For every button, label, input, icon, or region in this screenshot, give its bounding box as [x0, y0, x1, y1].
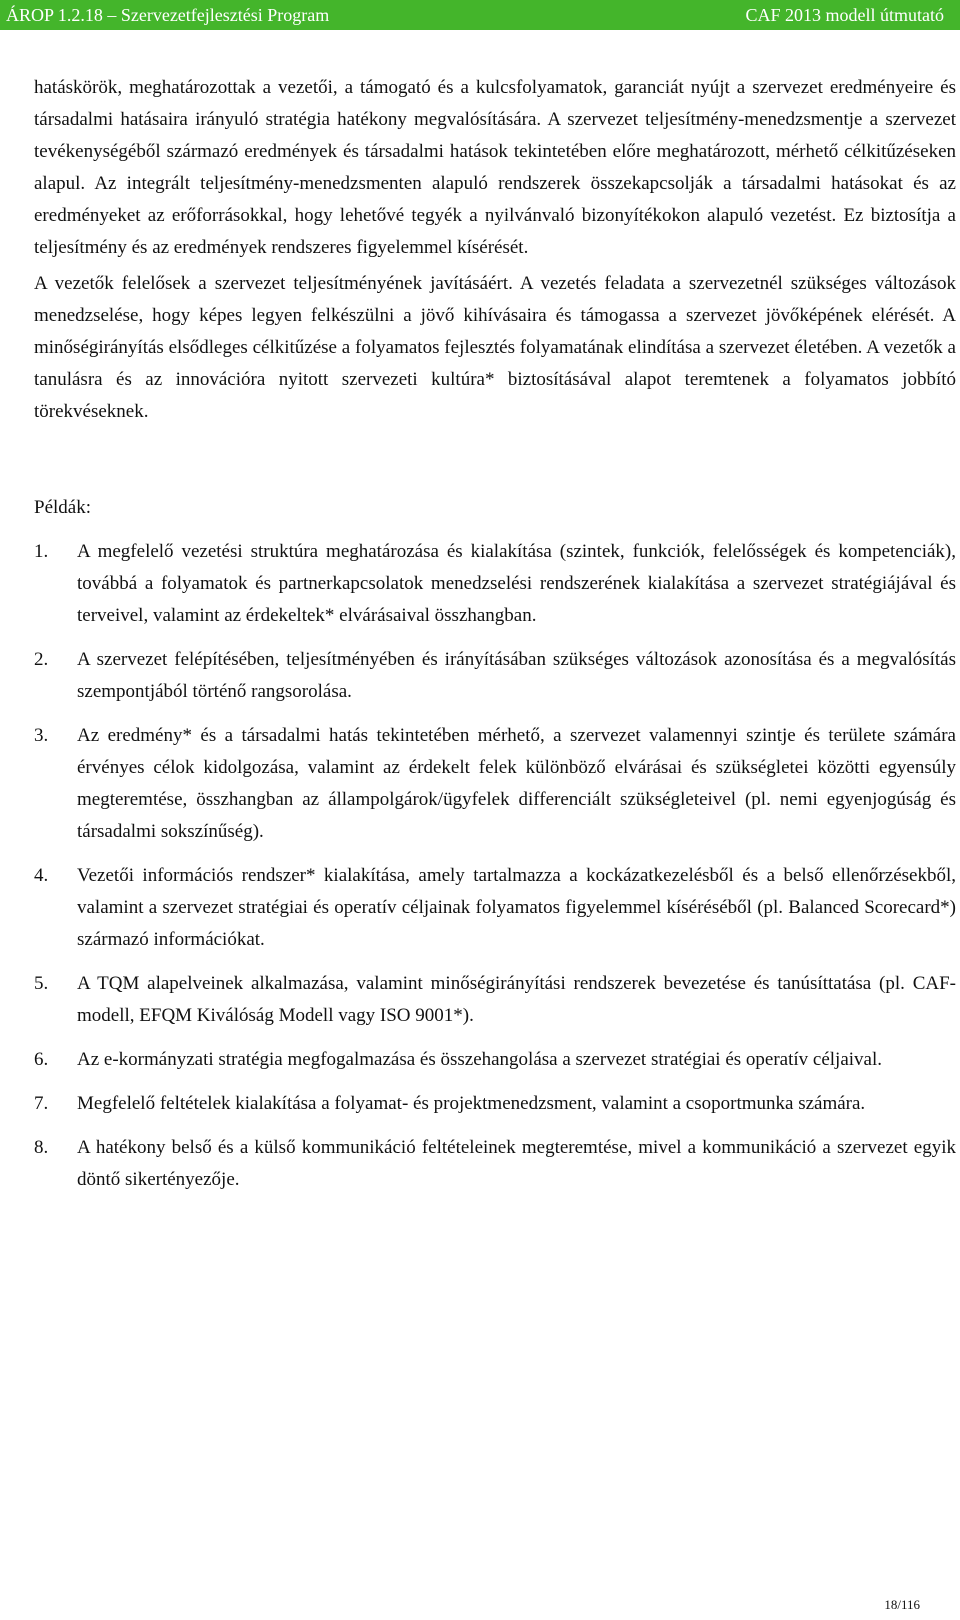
list-item: [34, 860, 956, 956]
list-item-number: 3.: [34, 725, 49, 746]
list-item-number: 4.: [34, 865, 49, 886]
list-item-text: A megfelelő vezetési struktúra meghatározása és kialakítása (szintek, funkciók, felelősségek és kompetenciák), továbbá a folyamatok és partnerkapcsolatok menedzselési rendszerének kialakítása a szervezet stratégiájával és terveivel, valamint az érdekeltek* elvárásaival összhangban.: [77, 541, 956, 626]
list-item-text: Az e-kormányzati stratégia megfogalmazása és összehangolása a szervezet stratégiai és operatív céljaival.: [77, 1049, 883, 1070]
list-item-text: A hatékony belső és a külső kommunikáció feltételeinek megteremtése, mivel a kommunikáció a szervezet egyik döntő sikertényezője.: [77, 1137, 956, 1190]
list-item-number: 8.: [34, 1137, 49, 1158]
list-item-number: 7.: [34, 1093, 49, 1114]
page-number: 18/116: [884, 1597, 920, 1612]
list-item-number: 5.: [34, 973, 49, 994]
list-item-text: Megfelelő feltételek kialakítása a folyamat- és projektmenedzsment, valamint a csoportmunka számára.: [77, 1093, 866, 1114]
list-item-text: Az eredmény* és a társadalmi hatás tekintetében mérhető, a szervezet valamennyi szintje és területe számára érvényes célok kidolgozása, valamint az érdekelt felek különböző elvárásai és szükségletei közötti egyensúly megteremtése, összhangban az állampolgárok/ügyfelek differenciált szükségleteivel (pl. nemi egyenjogúság és társadalmi sokszínűség).: [77, 725, 956, 842]
list-item-number: 6.: [34, 1049, 49, 1070]
header-document-title: CAF 2013 modell útmutató: [745, 5, 944, 25]
list-item: [34, 536, 956, 632]
list-item: [34, 1088, 956, 1120]
list-item: [34, 968, 956, 1032]
page-header: [0, 0, 960, 30]
list-item: [34, 1132, 956, 1196]
list-item: [34, 720, 956, 848]
examples-heading: Példák:: [34, 497, 91, 518]
paragraph-performance-management: hatáskörök, meghatározottak a vezetői, a támogató és a kulcsfolyamatok, garanciát nyújt a szervezet eredményeire és társadalmi hatásaira irányuló stratégia hatékony megvalósítására. A szervezet teljesítmény-menedzsmentje a szervezet tevékenységéből származó eredmények és társadalmi hatások tekintetében előre meghatározott, mérhető célkitűzéseken alapul. Az integrált teljesítmény-menedzsmenten alapuló rendszerek összekapcsolják a társadalmi hatásokat és az eredményeket az erőforrásokkal, hogy lehetővé tegyék a nyilvánvaló bizonyítékokon alapuló vezetést. Ez biztosítja a teljesítmény és az eredmények rendszeres figyelemmel kísérését.: [34, 77, 956, 258]
list-item-text: A szervezet felépítésében, teljesítményében és irányításában szükséges változások azonosítása és a megvalósítás szempontjából történő rangsorolása.: [77, 649, 956, 702]
list-item-text: A TQM alapelveinek alkalmazása, valamint minőségirányítási rendszerek bevezetése és tanúsíttatása (pl. CAF-modell, EFQM Kiválóság Modell vagy ISO 9001*).: [77, 973, 956, 1026]
list-item-text: Vezetői információs rendszer* kialakítása, amely tartalmazza a kockázatkezelésből és a belső ellenőrzésekből, valamint a szervezet stratégiai és operatív céljainak folyamatos figyelemmel kíséréséből (pl. Balanced Scorecard*) származó információkat.: [77, 865, 956, 950]
document-body: [34, 72, 956, 1208]
list-item: [34, 1044, 956, 1076]
paragraph-leaders-responsibility: A vezetők felelősek a szervezet teljesítményének javításáért. A vezetés feladata a szervezetnél szükséges változások menedzselése, hogy képes legyen felkészülni a jövő kihívásaira és támogassa a szervezet jövőképének elérését. A minőségirányítás elsődleges célkitűzése a folyamatos fejlesztés folyamatának elindítása a szervezet életében. A vezetők a tanulásra és az innovációra nyitott szervezeti kultúra* biztosításával alapot teremtenek a folyamatos jobbító törekvéseknek.: [34, 273, 956, 422]
list-item: [34, 644, 956, 708]
header-program-title: ÁROP 1.2.18 – Szervezetfejlesztési Program: [6, 5, 330, 25]
list-item-number: 2.: [34, 649, 49, 670]
examples-list: [34, 536, 956, 1196]
list-item-number: 1.: [34, 541, 49, 562]
